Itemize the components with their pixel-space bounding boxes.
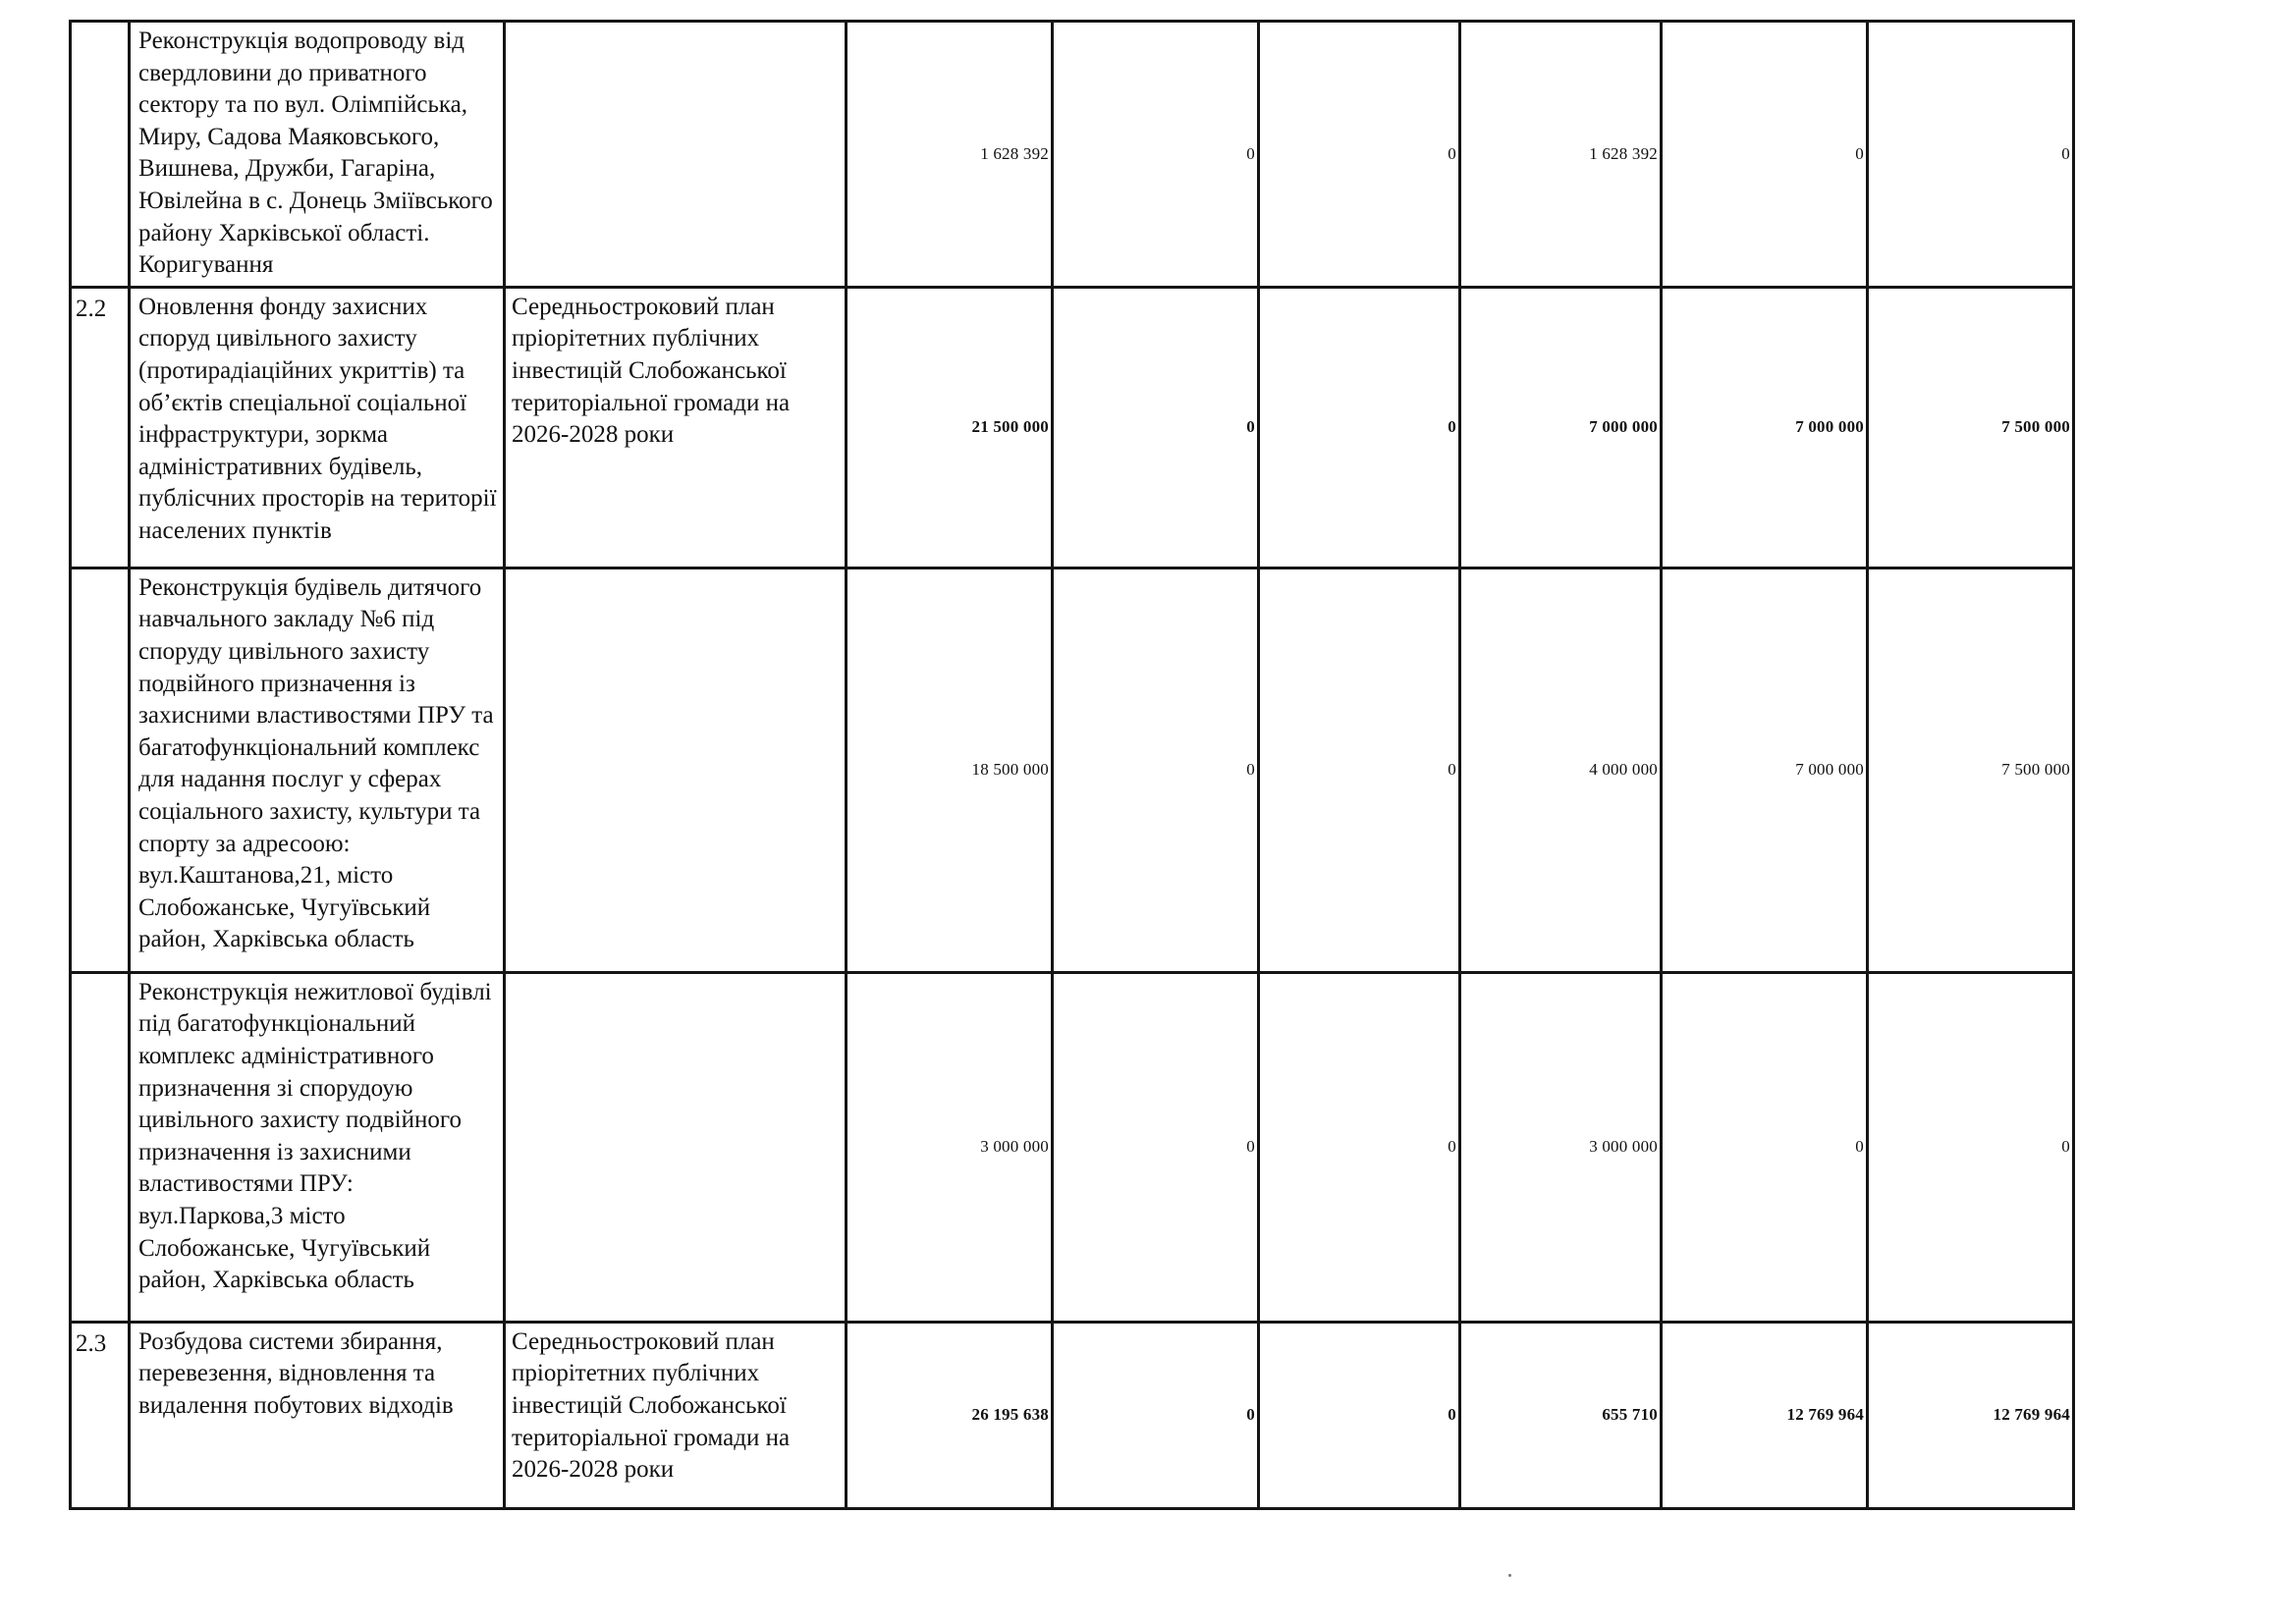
amount-2028: 0 <box>1868 22 2074 288</box>
project-name: Реконструкція водопроводу від свердловини до приватного сектору та по вул. Олімпійська, Миру, Садова Маяковського, Вишнева, Дружби, Гагаріна, Ювілейна в с. Донець Зміївського району Харківської області. Коригування <box>130 22 505 288</box>
project-basis <box>505 972 847 1322</box>
project-name: Реконструкція нежитлової будівлі під багатофункціональний комплекс адміністративного призначення зі спорудоую цивільного захисту подвійного призначення із захисними властивостями ПРУ: вул.Паркова,3 місто Слобожанське, Чугуївський район, Харківська область <box>130 972 505 1322</box>
amount-2028: 7 500 000 <box>1868 287 2074 568</box>
amount-2026: 4 000 000 <box>1460 568 1662 972</box>
total-amount: 3 000 000 <box>847 972 1053 1322</box>
total-amount: 21 500 000 <box>847 287 1053 568</box>
table-row <box>71 568 2074 972</box>
table-row <box>71 287 2074 568</box>
amount-2028: 7 500 000 <box>1868 568 2074 972</box>
amount-column-3: 0 <box>1259 287 1460 568</box>
amount-column-2: 0 <box>1053 972 1259 1322</box>
amount-2027: 7 000 000 <box>1662 287 1868 568</box>
table-row <box>71 1322 2074 1508</box>
amount-2027: 0 <box>1662 972 1868 1322</box>
row-number: 2.3 <box>71 1322 130 1508</box>
table-row <box>71 22 2074 288</box>
project-basis: Середньостроковий план пріорітетних публічних інвестицій Слобожанської територіальної громади на 2026-2028 роки <box>505 287 847 568</box>
amount-2026: 7 000 000 <box>1460 287 1662 568</box>
amount-2027: 7 000 000 <box>1662 568 1868 972</box>
amount-column-2: 0 <box>1053 1322 1259 1508</box>
row-number <box>71 972 130 1322</box>
table-row <box>71 972 2074 1322</box>
amount-2026: 3 000 000 <box>1460 972 1662 1322</box>
amount-2027: 0 <box>1662 22 1868 288</box>
amount-column-3: 0 <box>1259 1322 1460 1508</box>
project-basis <box>505 568 847 972</box>
amount-column-2: 0 <box>1053 568 1259 972</box>
amount-column-3: 0 <box>1259 568 1460 972</box>
investment-table <box>69 20 2075 1510</box>
amount-2027: 12 769 964 <box>1662 1322 1868 1508</box>
row-number <box>71 22 130 288</box>
project-name: Оновлення фонду захисних споруд цивільного захисту (протирадіаційних укриттів) та об’єктів спеціальної соціальної інфраструктури, зоркма адміністративних будівель, публісчних просторів на території населених пунктів <box>130 287 505 568</box>
amount-column-2: 0 <box>1053 22 1259 288</box>
total-amount: 26 195 638 <box>847 1322 1053 1508</box>
row-number: 2.2 <box>71 287 130 568</box>
project-name: Реконструкція будівель дитячого навчального закладу №6 під споруду цивільного захисту подвійного призначення із захисними властивостями ПРУ та багатофункціональний комплекс для надання послуг у сферах соціального захисту, культури та спорту за адресоою: вул.Каштанова,21, місто Слобожанське, Чугуївський район, Харківська область <box>130 568 505 972</box>
project-basis: Середньостроковий план пріорітетних публічних інвестицій Слобожанської територіальної громади на 2026-2028 роки <box>505 1322 847 1508</box>
amount-column-3: 0 <box>1259 972 1460 1322</box>
row-number <box>71 568 130 972</box>
amount-column-3: 0 <box>1259 22 1460 288</box>
amount-2028: 12 769 964 <box>1868 1322 2074 1508</box>
project-name: Розбудова системи збирання, перевезення, відновлення та видалення побутових відходів <box>130 1322 505 1508</box>
project-basis <box>505 22 847 288</box>
total-amount: 18 500 000 <box>847 568 1053 972</box>
amount-column-2: 0 <box>1053 287 1259 568</box>
amount-2026: 1 628 392 <box>1460 22 1662 288</box>
scan-speck <box>1508 1574 1511 1577</box>
total-amount: 1 628 392 <box>847 22 1053 288</box>
amount-2026: 655 710 <box>1460 1322 1662 1508</box>
amount-2028: 0 <box>1868 972 2074 1322</box>
